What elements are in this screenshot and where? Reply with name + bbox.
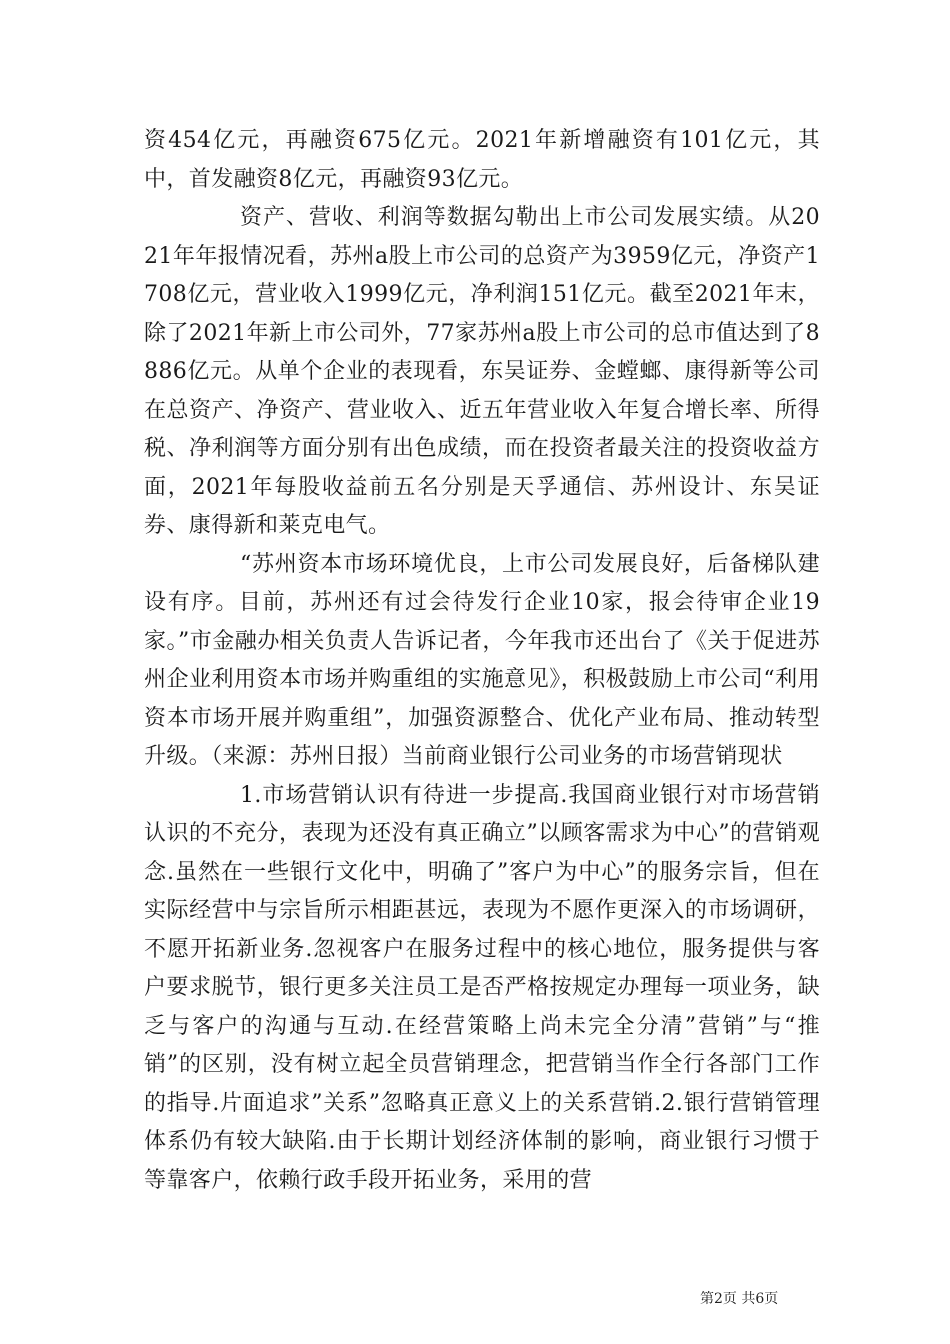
paragraph-financing-continued: 资454亿元，再融资675亿元。2021年新增融资有101亿元，其中，首发融资8亿元，再融资93亿元。 — [144, 128, 820, 192]
document-body — [144, 122, 820, 1200]
paragraph-listed-company-performance: 资产、营收、利润等数据勾勒出上市公司发展实绩。从2021年年报情况看，苏州a股上市公司的总资产为3959亿元，净资产1708亿元，营业收入1999亿元，净利润151亿元。截至2021年末，除了2021年新上市公司外，77家苏州a股上市公司的总市值达到了8886亿元。从单个企业的表现看，东吴证券、金螳螂、康得新等公司在总资产、净资产、营业收入、近五年营业收入年复合增长率、所得税、净利润等方面分别有出色成绩，而在投资者最关注的投资收益方面，2021年每股收益前五名分别是天孚通信、苏州设计、东吴证券、康得新和莱克电气。 — [144, 205, 820, 538]
paragraph-capital-market-environment: “苏州资本市场环境优良，上市公司发展良好，后备梯队建设有序。目前，苏州还有过会待发行企业10家，报会待审企业19家。”市金融办相关负责人告诉记者，今年我市还出台了《关于促进苏州企业利用资本市场并购重组的实施意见》，积极鼓励上市公司“利用资本市场开展并购重组”，加强资源整合、优化产业布局、推动转型升级。（来源：苏州日报）当前商业银行公司业务的市场营销现状 — [144, 551, 820, 769]
page-number-footer: 第2页 共6页 — [700, 1291, 779, 1307]
paragraph-marketing-status: 1.市场营销认识有待进一步提高.我国商业银行对市场营销认识的不充分，表现为还没有真正确立”以顾客需求为中心”的营销观念.虽然在一些银行文化中，明确了”客户为中心”的服务宗旨，但在实际经营中与宗旨所示相距甚远，表现为不愿作更深入的市场调研，不愿开拓新业务.忽视客户在服务过程中的核心地位，服务提供与客户要求脱节，银行更多关注员工是否严格按规定办理每一项业务，缺乏与客户的沟通与互动.在经营策略上尚未完全分清”营销”与“推销”的区别，没有树立起全员营销理念，把营销当作全行各部门工作的指导.片面追求”关系”忽略真正意义上的关系营销.2.银行营销管理体系仍有较大缺陷.由于长期计划经济体制的影响，商业银行习惯于等靠客户，依赖行政手段开拓业务，采用的营 — [144, 782, 820, 1193]
